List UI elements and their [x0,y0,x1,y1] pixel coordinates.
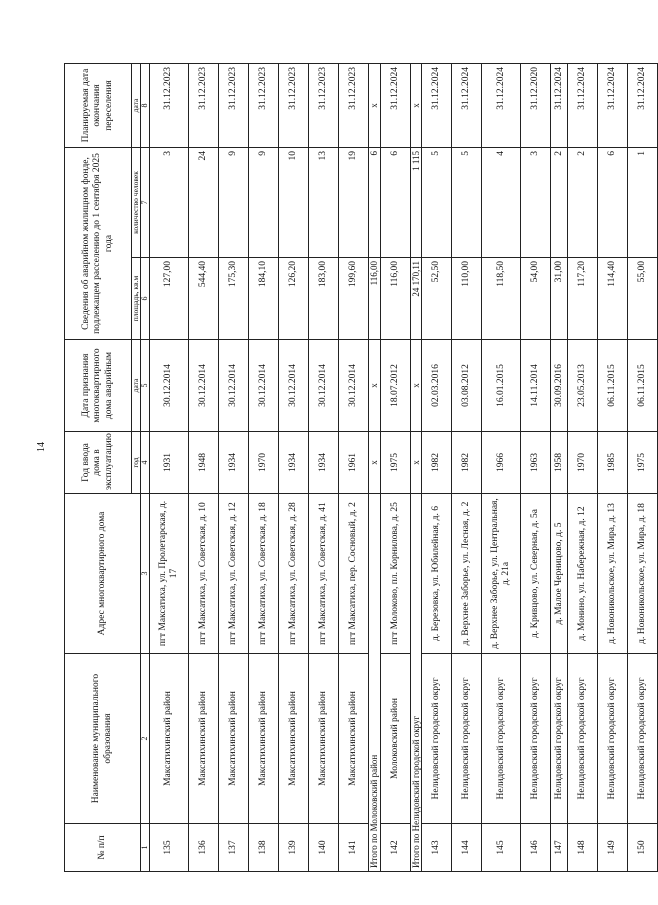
cell-recognition-date: 02.03.2016 [422,340,452,432]
cell-area: 544,40 [189,258,219,340]
cell-num: 142 [380,824,410,872]
table-row [521,64,551,872]
header-num: № п/п [65,824,141,872]
cell-year: 1970 [249,432,279,494]
cell-people: 2 [568,148,598,258]
cell-year: 1982 [422,432,452,494]
table-row [628,64,658,872]
cell-municipality: Максатихинский район [219,654,249,824]
cell-address: пгт Максатиха, ул. Пролетарская, д. 17 [150,494,189,654]
cell-area: 175,30 [219,258,249,340]
cell-area: 118,50 [482,258,521,340]
cell-area: 184,10 [249,258,279,340]
cell-area: 52,50 [422,258,452,340]
cell-people: 6 [380,148,410,258]
cell-num: 136 [189,824,219,872]
cell-recognition-date: 30.12.2014 [189,340,219,432]
cell-people: 9 [219,148,249,258]
cell-address: д. Березовка, ул. Юбилейная, д. 6 [422,494,452,654]
cell-planned-date: 31.12.2024 [551,64,568,148]
cell-recognition-date: 30.12.2014 [249,340,279,432]
cell-num: 150 [628,824,658,872]
cell-area: 31,00 [551,258,568,340]
table-row [568,64,598,872]
cell-planned-date: 31.12.2023 [279,64,309,148]
column-number: 4 [141,432,150,494]
cell-address: пгт Максатиха, ул. Советская, д. 10 [189,494,219,654]
cell-num: 143 [422,824,452,872]
cell-num: 146 [521,824,551,872]
header-address: Адрес многоквартирного дома [65,494,141,654]
cell-area: 126,20 [279,258,309,340]
cell-year: 1985 [598,432,628,494]
table-body [150,64,658,872]
emergency-housing-table [64,63,658,872]
cell-recognition-date: 03.08.2012 [452,340,482,432]
cell-municipality: Молоковский район [380,654,410,824]
page-number: 14 [36,442,47,452]
cell-planned-date: 31.12.2023 [219,64,249,148]
cell-year: 1975 [380,432,410,494]
cell-people: 5 [422,148,452,258]
cell-municipality: Нелидовский городской округ [452,654,482,824]
cell-recognition-date: 30.12.2014 [279,340,309,432]
subheader-people: количество человек [132,148,141,258]
cell-year: 1963 [521,432,551,494]
cell-num: 145 [482,824,521,872]
column-number: 5 [141,340,150,432]
total-label: Итого по Молоковский район [369,494,381,872]
cell-num: 147 [551,824,568,872]
table-row [598,64,628,872]
cell-people: 19 [339,148,369,258]
cell-address: д. Монино, ул. Набережная, д. 12 [568,494,598,654]
cell-recognition-date: 30.12.2014 [219,340,249,432]
header-municipality: Наименование муниципального образования [65,654,141,824]
cell-people: 9 [249,148,279,258]
cell-municipality: Нелидовский городской округ [422,654,452,824]
cell-people: 6 [369,148,381,258]
cell-municipality: Нелидовский городской округ [551,654,568,824]
cell-planned-date: 31.12.2020 [521,64,551,148]
cell-num: 141 [339,824,369,872]
cell-recognition-date: 30.09.2016 [551,340,568,432]
cell-planned-date: 31.12.2023 [339,64,369,148]
cell-recognition-date: 30.12.2014 [150,340,189,432]
cell-address: пгт Максатиха, ул. Советская, д. 18 [249,494,279,654]
table-header [65,64,150,872]
table-row [249,64,279,872]
cell-municipality: Максатихинский район [189,654,219,824]
cell-recognition-date: 14.11.2014 [521,340,551,432]
cell-planned-date: x [410,64,422,148]
cell-recognition-date: 30.12.2014 [339,340,369,432]
cell-num: 140 [309,824,339,872]
cell-recognition-date: x [369,340,381,432]
cell-people: 3 [150,148,189,258]
cell-municipality: Нелидовский городской округ [628,654,658,824]
cell-address: д. Верхнее Заборье, ул. Центральная, д. 21а [482,494,521,654]
total-row [369,64,381,872]
table-row [339,64,369,872]
total-label: Итого по Нелидовский городской округ [410,494,422,872]
cell-recognition-date: 06.11.2015 [598,340,628,432]
cell-municipality: Максатихинский район [249,654,279,824]
cell-year: 1975 [628,432,658,494]
table-row [150,64,189,872]
cell-area: 54,00 [521,258,551,340]
cell-address: д. Новоникольское, ул. Мира, д. 18 [628,494,658,654]
cell-address: д. Малое Черницово, д. 5 [551,494,568,654]
cell-people: 10 [279,148,309,258]
cell-year: 1970 [568,432,598,494]
cell-address: пгт Максатиха, пер. Сосновый, д. 2 [339,494,369,654]
cell-municipality: Нелидовский городской округ [598,654,628,824]
column-number: 7 [141,148,150,258]
cell-planned-date: 31.12.2023 [309,64,339,148]
cell-planned-date: 31.12.2024 [452,64,482,148]
cell-people: 2 [551,148,568,258]
cell-municipality: Максатихинский район [339,654,369,824]
cell-year: 1966 [482,432,521,494]
total-row [410,64,422,872]
cell-year: 1934 [309,432,339,494]
cell-year: 1958 [551,432,568,494]
cell-planned-date: 31.12.2024 [568,64,598,148]
cell-planned-date: 31.12.2023 [249,64,279,148]
cell-num: 137 [219,824,249,872]
cell-year: x [410,432,422,494]
cell-address: пгт Максатиха, ул. Советская, д. 41 [309,494,339,654]
cell-area: 55,00 [628,258,658,340]
cell-area: 117,20 [568,258,598,340]
cell-recognition-date: 16.01.2015 [482,340,521,432]
table-row [309,64,339,872]
cell-planned-date: 31.12.2023 [150,64,189,148]
cell-num: 138 [249,824,279,872]
cell-recognition-date: 18.07.2012 [380,340,410,432]
table-row [380,64,410,872]
cell-year: 1982 [452,432,482,494]
header-recognition-date: Дата признания многоквартирного дома аварийным [65,340,132,432]
rotated-page-content [64,64,648,872]
column-number: 8 [141,64,150,148]
cell-municipality: Нелидовский городской округ [568,654,598,824]
cell-recognition-date: x [410,340,422,432]
cell-people: 24 [189,148,219,258]
table-row [482,64,521,872]
column-number: 6 [141,258,150,340]
cell-people: 5 [452,148,482,258]
cell-year: 1961 [339,432,369,494]
cell-recognition-date: 23.05.2013 [568,340,598,432]
cell-people: 6 [598,148,628,258]
cell-address: пгт Максатиха, ул. Советская, д. 28 [279,494,309,654]
cell-planned-date: 31.12.2024 [422,64,452,148]
cell-planned-date: 31.12.2024 [628,64,658,148]
cell-municipality: Нелидовский городской округ [482,654,521,824]
table-row [279,64,309,872]
cell-area: 114,40 [598,258,628,340]
subheader-date: дата [132,340,141,432]
cell-people: 1 115 [410,148,422,258]
table-row [452,64,482,872]
cell-num: 144 [452,824,482,872]
cell-num: 135 [150,824,189,872]
cell-planned-date: 31.12.2024 [380,64,410,148]
table-row [422,64,452,872]
cell-year: 1934 [219,432,249,494]
subheader-date2: дата [132,64,141,148]
cell-area: 183,00 [309,258,339,340]
cell-area: 199,60 [339,258,369,340]
cell-people: 1 [628,148,658,258]
cell-address: д. Новоникольское, ул. Мира, д. 13 [598,494,628,654]
cell-municipality: Максатихинский район [309,654,339,824]
cell-area: 127,00 [150,258,189,340]
cell-recognition-date: 06.11.2015 [628,340,658,432]
cell-planned-date: 31.12.2024 [598,64,628,148]
header-emergency-fund: Сведения об аварийном жилищном фонде, подлежащем расселению до 1 сентября 2025 года [65,148,132,340]
cell-planned-date: 31.12.2024 [482,64,521,148]
table-row [551,64,568,872]
cell-planned-date: 31.12.2023 [189,64,219,148]
cell-address: д. Верхнее Заборье, ул. Лесная, д. 2 [452,494,482,654]
cell-year: x [369,432,381,494]
cell-num: 139 [279,824,309,872]
cell-planned-date: x [369,64,381,148]
cell-year: 1934 [279,432,309,494]
cell-address: д. Кривцово, ул. Северная, д. 5а [521,494,551,654]
cell-year: 1948 [189,432,219,494]
table-row [189,64,219,872]
cell-address: пгт Молоково, пл. Корнилова, д. 25 [380,494,410,654]
column-number: 2 [141,654,150,824]
cell-people: 13 [309,148,339,258]
cell-municipality: Максатихинский район [150,654,189,824]
cell-address: пгт Максатиха, ул. Советская, д. 12 [219,494,249,654]
subheader-year: год [132,432,141,494]
header-planned-date: Планируемая дата окончания переселения [65,64,132,148]
cell-municipality: Максатихинский район [279,654,309,824]
cell-area: 116,00 [369,258,381,340]
cell-num: 149 [598,824,628,872]
column-number: 1 [141,824,150,872]
cell-recognition-date: 30.12.2014 [309,340,339,432]
cell-area: 110,00 [452,258,482,340]
header-year: Год ввода дома в эксплуатацию [65,432,132,494]
cell-year: 1931 [150,432,189,494]
cell-num: 148 [568,824,598,872]
cell-people: 3 [521,148,551,258]
cell-people: 4 [482,148,521,258]
cell-area: 116,00 [380,258,410,340]
column-number: 3 [141,494,150,654]
cell-municipality: Нелидовский городской округ [521,654,551,824]
table-row [219,64,249,872]
subheader-area: площадь, кв.м [132,258,141,340]
cell-area: 24 170,11 [410,258,422,340]
